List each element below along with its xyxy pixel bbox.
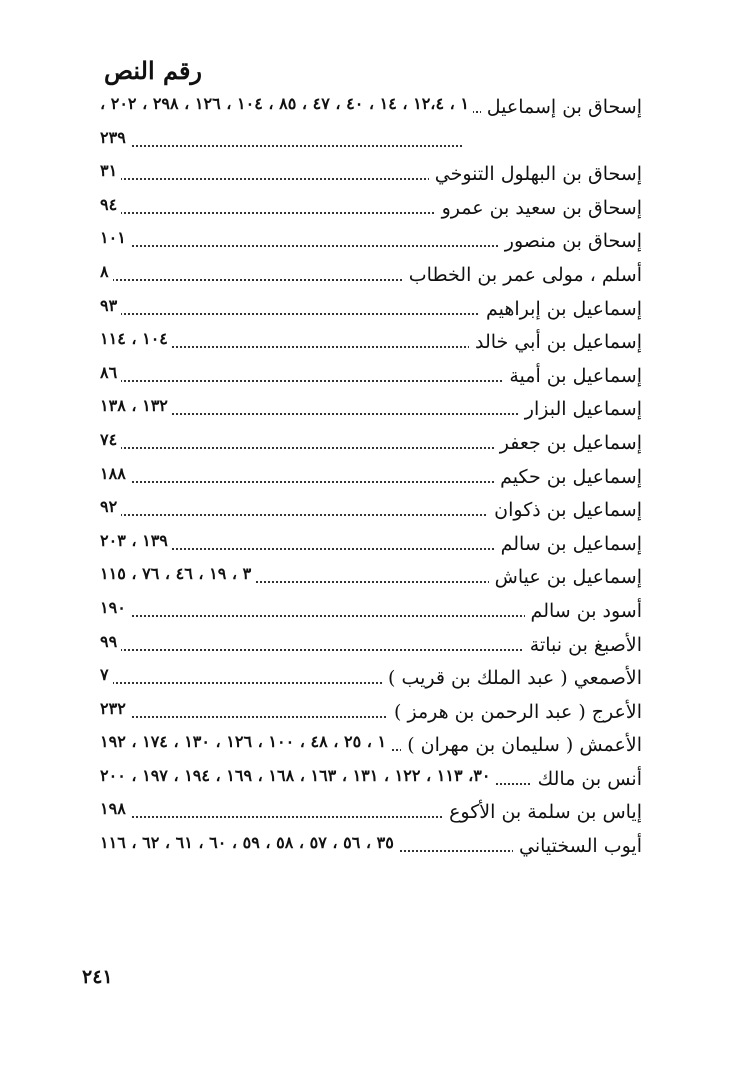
entry-name: إسماعيل بن أبي خالد <box>469 331 642 353</box>
index-entry <box>100 462 642 492</box>
entry-refs: ١٨٨ <box>100 464 130 483</box>
dot-leader <box>100 145 462 147</box>
entry-refs: ٨ <box>100 262 113 281</box>
index-entry <box>100 92 642 122</box>
entry-refs: ١٠١ <box>100 228 130 247</box>
entry-refs: ١٣٢ ، ١٣٨ <box>100 396 172 415</box>
index-entry <box>100 394 642 424</box>
entry-name: إسماعيل بن ذكوان <box>488 499 642 521</box>
index-entry <box>100 294 642 324</box>
page-number: ٢٤١ <box>82 966 113 988</box>
index-entry <box>100 730 642 760</box>
entry-refs: ٨٦ <box>100 363 121 382</box>
entry-refs: ٩٢ <box>100 497 121 516</box>
entry-refs: ١٣٩ ، ٢٠٣ <box>100 531 172 550</box>
entry-refs: ١ ، ٢٥ ، ٤٨ ، ١٠٠ ، ١٢٦ ، ١٣٠ ، ١٧٤ ، ١٩٢ <box>100 732 390 751</box>
index-entry <box>100 697 642 727</box>
entry-name: إياس بن سلمة بن الأكوع <box>443 801 642 823</box>
index-entry <box>100 495 642 525</box>
index-entry <box>100 361 642 391</box>
index-entry <box>100 630 642 660</box>
index-entry <box>100 428 642 458</box>
index-entry <box>100 797 642 827</box>
entry-refs: ١ ، ١٢،٤ ، ١٤ ، ٤٠ ، ٤٧ ، ٨٥ ، ١٠٤ ، ١٢٦ ، ٢٩٨ ، ٢٠٢ ، <box>100 94 473 113</box>
entry-name: إسماعيل البزار <box>519 398 642 420</box>
entry-name: الأعمش ( سليمان بن مهران ) <box>401 734 642 756</box>
entry-name: إسحاق بن منصور <box>499 230 642 252</box>
entry-name: إسماعيل بن سالم <box>495 533 642 555</box>
index-entry <box>100 831 642 861</box>
entry-refs: ٧ <box>100 665 113 684</box>
entry-name: إسماعيل بن إبراهيم <box>480 298 642 320</box>
entry-name: أنس بن مالك <box>532 768 642 790</box>
entry-refs: ١٠٤ ، ١١٤ <box>100 329 172 348</box>
entry-refs: ٣ ، ١٩ ، ٤٦ ، ٧٦ ، ١١٥ <box>100 564 255 583</box>
entry-name: الأصبغ بن نباتة <box>524 634 642 656</box>
entry-name: الأصمعي ( عبد الملك بن قريب ) <box>382 667 642 689</box>
index-entry <box>100 596 642 626</box>
entry-name: إسحاق بن البهلول التنوخي <box>429 163 642 185</box>
index-entry <box>100 764 642 794</box>
index-entry <box>100 562 642 592</box>
entry-name: إسماعيل بن عياش <box>489 566 642 588</box>
entry-name: إسحاق بن إسماعيل <box>481 96 642 118</box>
index-entry <box>100 529 642 559</box>
entry-refs: ٩٣ <box>100 296 121 315</box>
entry-name: أسلم ، مولى عمر بن الخطاب <box>403 264 642 286</box>
entry-refs: ١٩٠ <box>100 598 130 617</box>
entry-name: الأعرج ( عبد الرحمن بن هرمز ) <box>388 701 642 723</box>
index-entry <box>100 193 642 223</box>
index-entry-continuation <box>100 126 642 156</box>
entry-refs: ٩٤ <box>100 195 121 214</box>
column-heading: رقم النص <box>104 56 203 85</box>
entry-name: أسود بن سالم <box>525 600 642 622</box>
index-list <box>100 92 642 865</box>
entry-refs: ٢٣٢ <box>100 699 130 718</box>
entry-name: إسحاق بن سعيد بن عمرو <box>436 197 642 219</box>
entry-name: إسماعيل بن أمية <box>503 365 642 387</box>
index-entry <box>100 159 642 189</box>
entry-refs: ٣٥ ، ٥٦ ، ٥٧ ، ٥٨ ، ٥٩ ، ٦٠ ، ٦١ ، ٦٢ ، ١١٦ <box>100 833 398 852</box>
entry-refs: ٢٣٩ <box>100 128 130 147</box>
entry-refs: ٩٩ <box>100 632 121 651</box>
entry-name: إسماعيل بن جعفر <box>494 432 642 454</box>
entry-name: أيوب السختياني <box>513 835 642 857</box>
entry-refs: ١٩٨ <box>100 799 130 818</box>
index-entry <box>100 663 642 693</box>
index-entry <box>100 260 642 290</box>
entry-refs: ٣٠، ١١٣ ، ١٢٢ ، ١٣١ ، ١٦٣ ، ١٦٨ ، ١٦٩ ، ١٩٤ ، ١٩٧ ، ٢٠٠ <box>100 766 494 785</box>
entry-name: إسماعيل بن حكيم <box>494 466 642 488</box>
entry-refs: ٧٤ <box>100 430 121 449</box>
entry-refs: ٣١ <box>100 161 121 180</box>
index-entry <box>100 226 642 256</box>
index-entry <box>100 327 642 357</box>
